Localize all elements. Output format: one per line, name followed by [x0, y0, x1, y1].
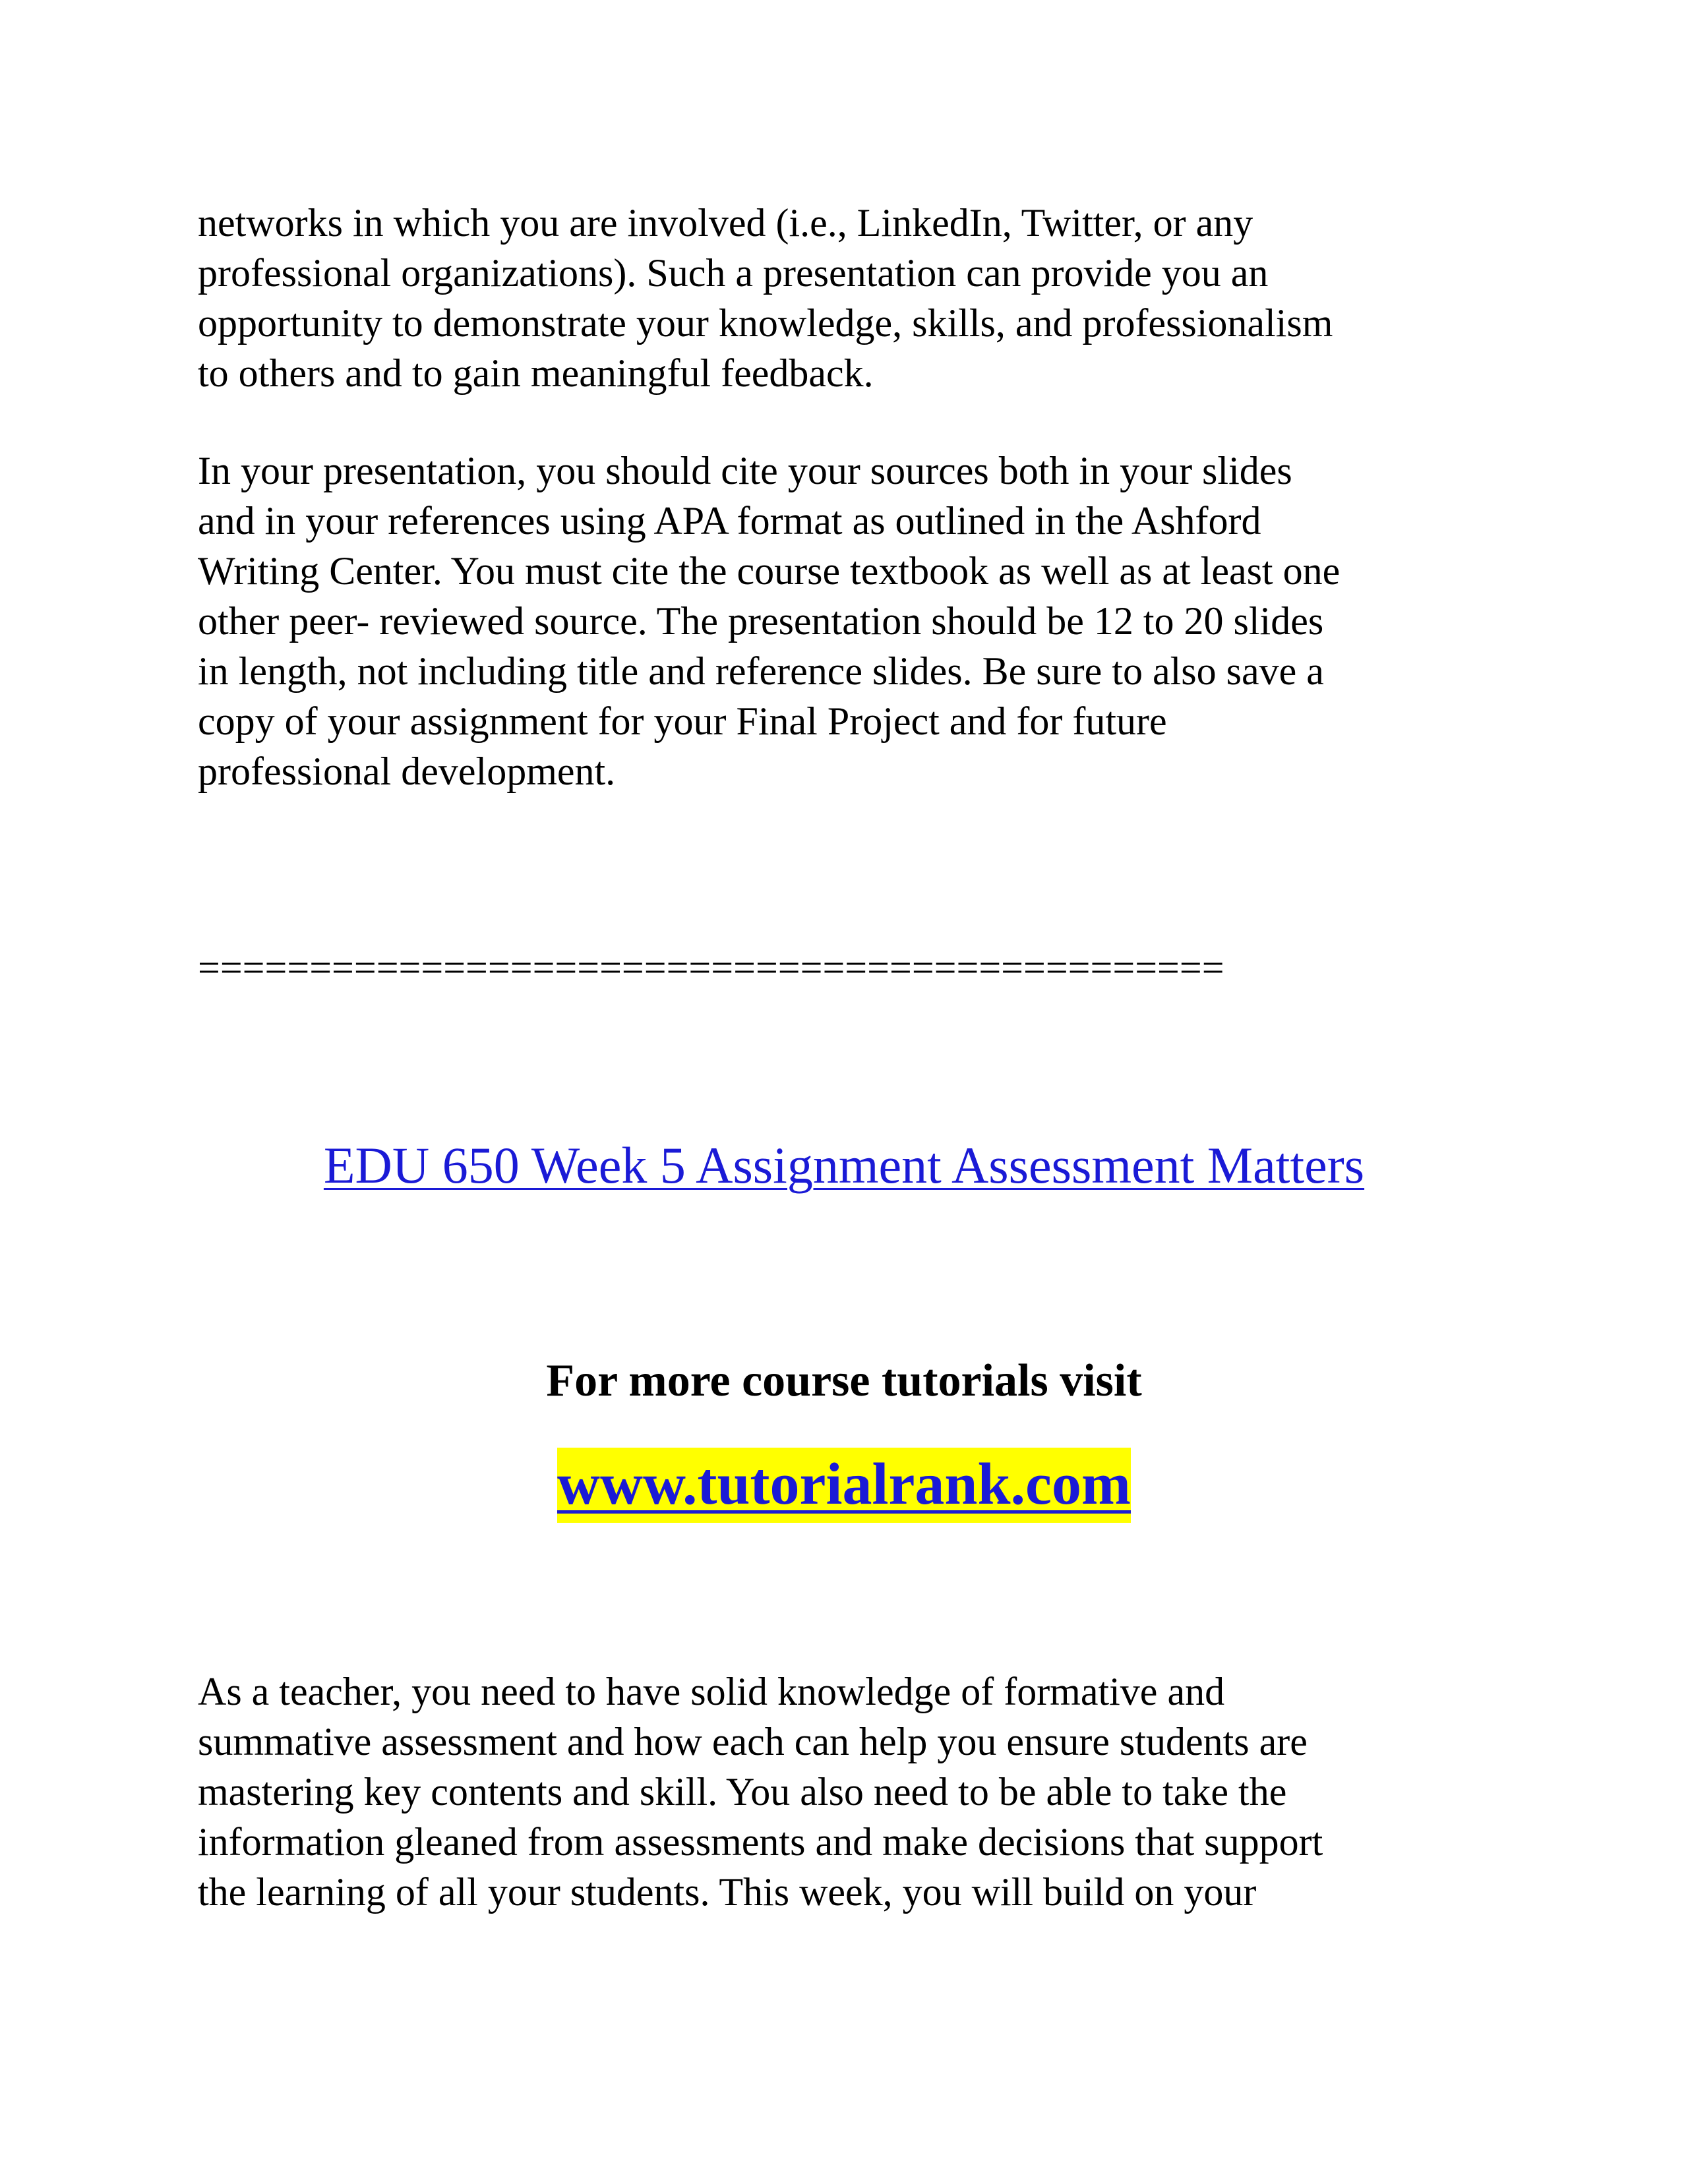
text-line: to others and to gain meaningful feedback.	[198, 351, 874, 395]
text-line: professional organizations). Such a presentation can provide you an	[198, 251, 1269, 295]
text-line: and in your references using APA format as outlined in the Ashford	[198, 499, 1261, 543]
paragraph-presentation-requirements	[198, 446, 1517, 796]
text-line: Writing Center. You must cite the course textbook as well as at least one	[198, 549, 1341, 593]
text-line: professional development.	[198, 750, 616, 793]
visit-heading: For more course tutorials visit	[546, 1355, 1142, 1406]
text-line: opportunity to demonstrate your knowledge, skills, and professionalism	[198, 301, 1333, 345]
tutorialrank-link[interactable]: www.tutorialrank.com	[557, 1448, 1131, 1523]
text-line: In your presentation, you should cite your sources both in your slides	[198, 449, 1292, 492]
text-line: information gleaned from assessments and make decisions that support	[198, 1820, 1323, 1864]
paragraph-networks	[198, 198, 1517, 398]
separator-line: ==============================================	[198, 946, 1224, 989]
assignment-title-link[interactable]: EDU 650 Week 5 Assignment Assessment Matters	[323, 1136, 1365, 1194]
text-line: mastering key contents and skill. You also need to be able to take the	[198, 1770, 1287, 1814]
text-line: summative assessment and how each can help you ensure students are	[198, 1720, 1308, 1763]
text-line: copy of your assignment for your Final Project and for future	[198, 699, 1167, 743]
text-line: networks in which you are involved (i.e., LinkedIn, Twitter, or any	[198, 201, 1253, 245]
site-link-container	[0, 1448, 1688, 1523]
text-line: other peer- reviewed source. The presentation should be 12 to 20 slides	[198, 599, 1324, 643]
paragraph-teacher-assessment	[198, 1667, 1517, 1917]
text-line: the learning of all your students. This week, you will build on your	[198, 1870, 1257, 1914]
text-line: in length, not including title and reference slides. Be sure to also save a	[198, 649, 1324, 693]
text-line: As a teacher, you need to have solid knowledge of formative and	[198, 1670, 1225, 1713]
